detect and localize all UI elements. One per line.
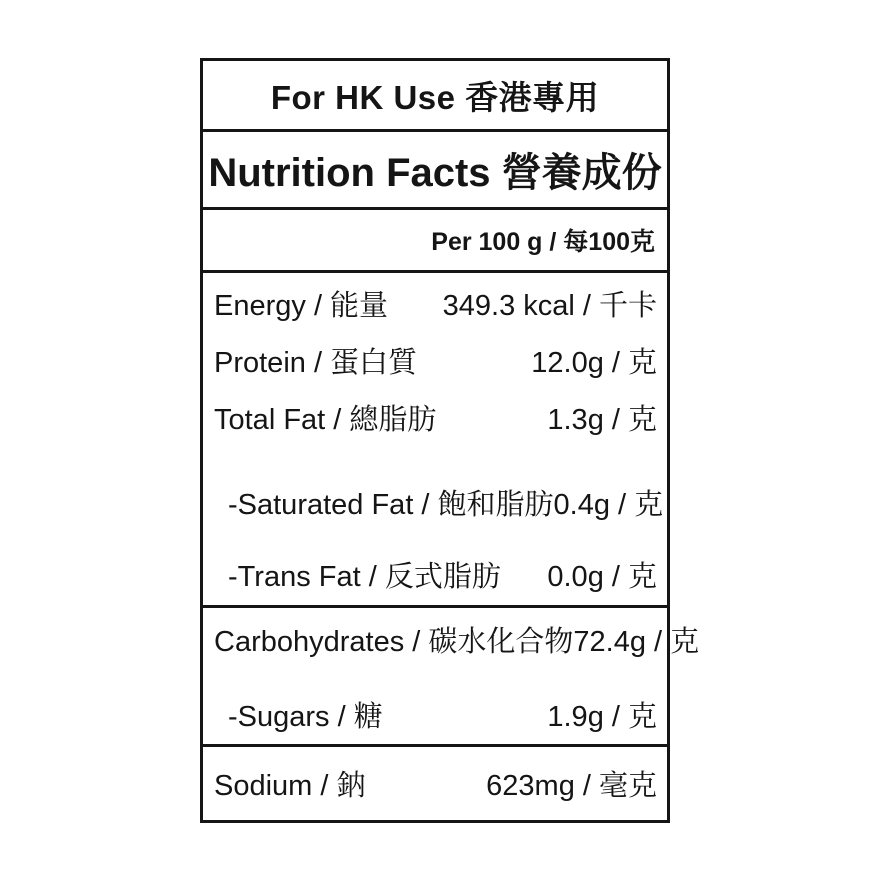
region-title: For HK Use 香港專用 <box>203 61 667 132</box>
row-protein <box>203 332 667 389</box>
nutrient-value-trans-fat: 0.0g / 克 <box>547 561 657 593</box>
nutrient-name-energy: Energy / 能量 <box>214 290 389 322</box>
nutrient-value-sodium: 623mg / 毫克 <box>486 770 657 802</box>
nutrient-value-carbohydrates: 72.4g / 克 <box>573 626 700 658</box>
nutrient-value-total-fat: 1.3g / 克 <box>547 404 657 436</box>
row-sugars <box>203 686 667 743</box>
section-carbohydrates <box>203 608 700 747</box>
nutrient-value-energy: 349.3 kcal / 千卡 <box>442 290 657 322</box>
nutrient-value-protein: 12.0g / 克 <box>531 347 657 379</box>
nutrient-value-saturated-fat: 0.4g / 克 <box>553 489 664 521</box>
nutrient-value-sugars: 1.9g / 克 <box>547 701 657 733</box>
nutrition-facts-label <box>200 58 700 823</box>
row-sodium <box>203 755 667 812</box>
nutrient-name-sodium: Sodium / 鈉 <box>214 770 366 802</box>
row-saturated-fat <box>203 474 667 531</box>
row-trans-fat <box>203 546 667 603</box>
serving-size: Per 100 g / 每100克 <box>203 210 667 273</box>
nutrient-name-total-fat: Total Fat / 總脂肪 <box>214 404 437 436</box>
nutrient-name-trans-fat: -Trans Fat / 反式脂肪 <box>228 561 501 593</box>
label-title: Nutrition Facts 營養成份 <box>203 132 667 210</box>
section-sodium <box>203 747 667 820</box>
nutrient-name-carbohydrates: Carbohydrates / 碳水化合物 <box>214 626 574 658</box>
nutrient-name-protein: Protein / 蛋白質 <box>214 347 418 379</box>
section-macros <box>203 273 667 608</box>
nutrient-name-saturated-fat: -Saturated Fat / 飽和脂肪 <box>228 489 554 521</box>
row-energy <box>203 275 667 332</box>
row-total-fat <box>203 389 667 446</box>
nutrient-name-sugars: -Sugars / 糖 <box>228 701 383 733</box>
row-carbohydrates <box>203 611 700 668</box>
